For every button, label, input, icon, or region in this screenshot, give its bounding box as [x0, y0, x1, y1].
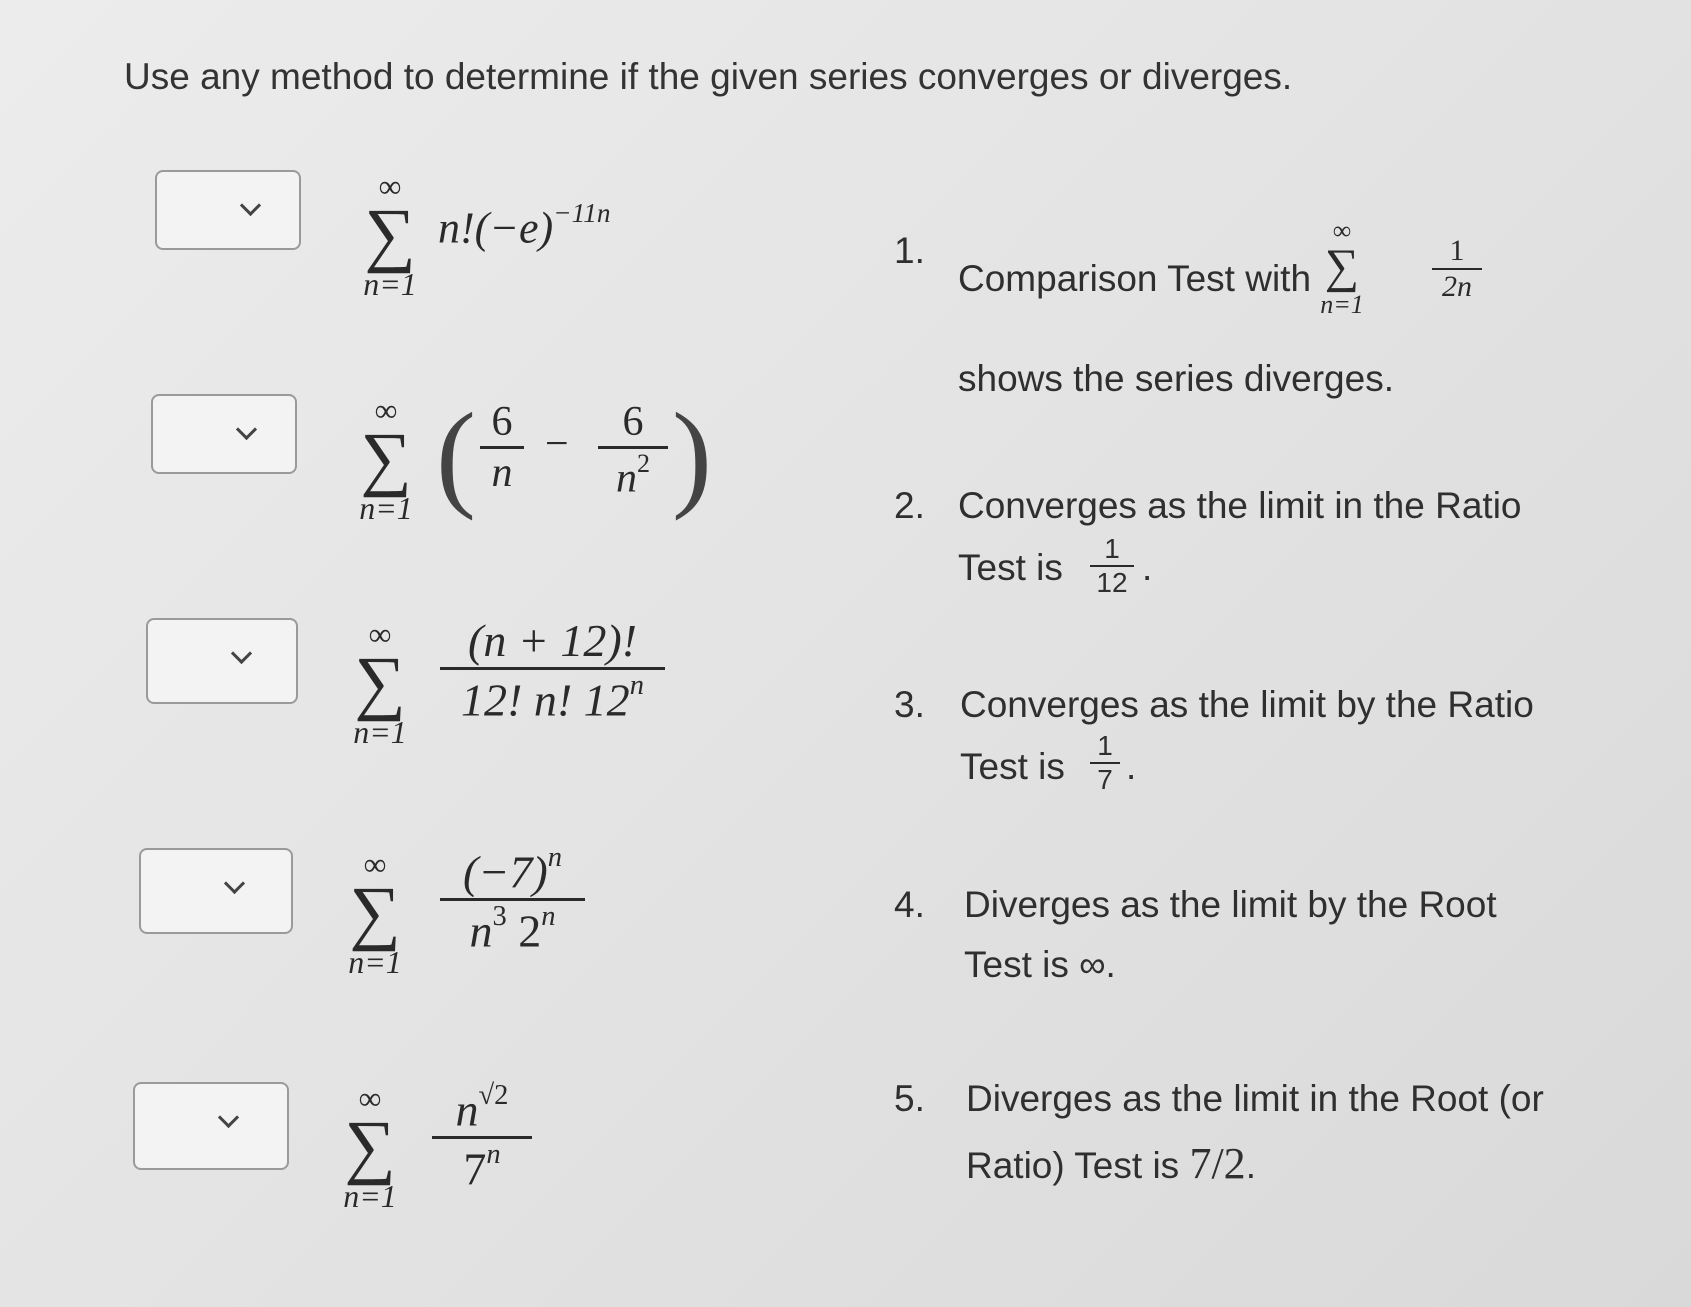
- answer-option-4: 4. Diverges as the limit by the Root Test is ∞.: [894, 884, 1497, 985]
- fraction: 1 7: [1090, 730, 1120, 796]
- answer-option-5: 5. Diverges as the limit in the Root (or Ratio) Test is 7/2.: [894, 1078, 1544, 1188]
- fraction: 6 n: [480, 398, 524, 497]
- fraction: (n + 12)! 12! n! 12$^n$: [440, 614, 665, 726]
- fraction: 1 2n: [1432, 234, 1482, 304]
- summation: ∞ ∑ n=1: [359, 392, 413, 526]
- answer-select-4[interactable]: [139, 848, 293, 934]
- summation: ∞ ∑ n=1: [343, 1080, 397, 1214]
- chevron-down-icon: [224, 873, 245, 894]
- chevron-down-icon: [231, 643, 252, 664]
- summation: ∞ ∑ n=1: [353, 616, 407, 750]
- fraction: $(-7)^n$ $n^3$ 2$^n$: [440, 842, 585, 958]
- fraction: 6 $n^2$: [598, 398, 668, 503]
- answer-select-2[interactable]: [151, 394, 297, 474]
- answer-option-2: 2. Converges as the limit in the Ratio Test is 1 12 .: [894, 485, 1522, 598]
- answer-select-1[interactable]: [155, 170, 301, 250]
- answer-select-3[interactable]: [146, 618, 298, 704]
- chevron-down-icon: [236, 419, 257, 440]
- answer-select-5[interactable]: [133, 1082, 289, 1170]
- answer-option-3: 3. Converges as the limit by the Ratio Test is 1 7 .: [894, 684, 1534, 795]
- fraction: $n^{√2}$ 7$^n$: [432, 1080, 532, 1196]
- summation: ∞ ∑ n=1: [363, 168, 417, 302]
- chevron-down-icon: [240, 195, 261, 216]
- summation: ∞ ∑ n=1: [348, 846, 402, 980]
- instructions: Use any method to determine if the given series converges or diverges.: [124, 56, 1293, 97]
- chevron-down-icon: [218, 1107, 239, 1128]
- summation: ∞ ∑ n=1: [1320, 216, 1364, 319]
- answer-option-1: 1. Comparison Test with ∞ ∑ n=1 1 2n shows the series diverges.: [894, 230, 1594, 400]
- series-term: $n!(-e)^{-11n}$: [438, 198, 611, 253]
- fraction: 1 12: [1090, 533, 1134, 599]
